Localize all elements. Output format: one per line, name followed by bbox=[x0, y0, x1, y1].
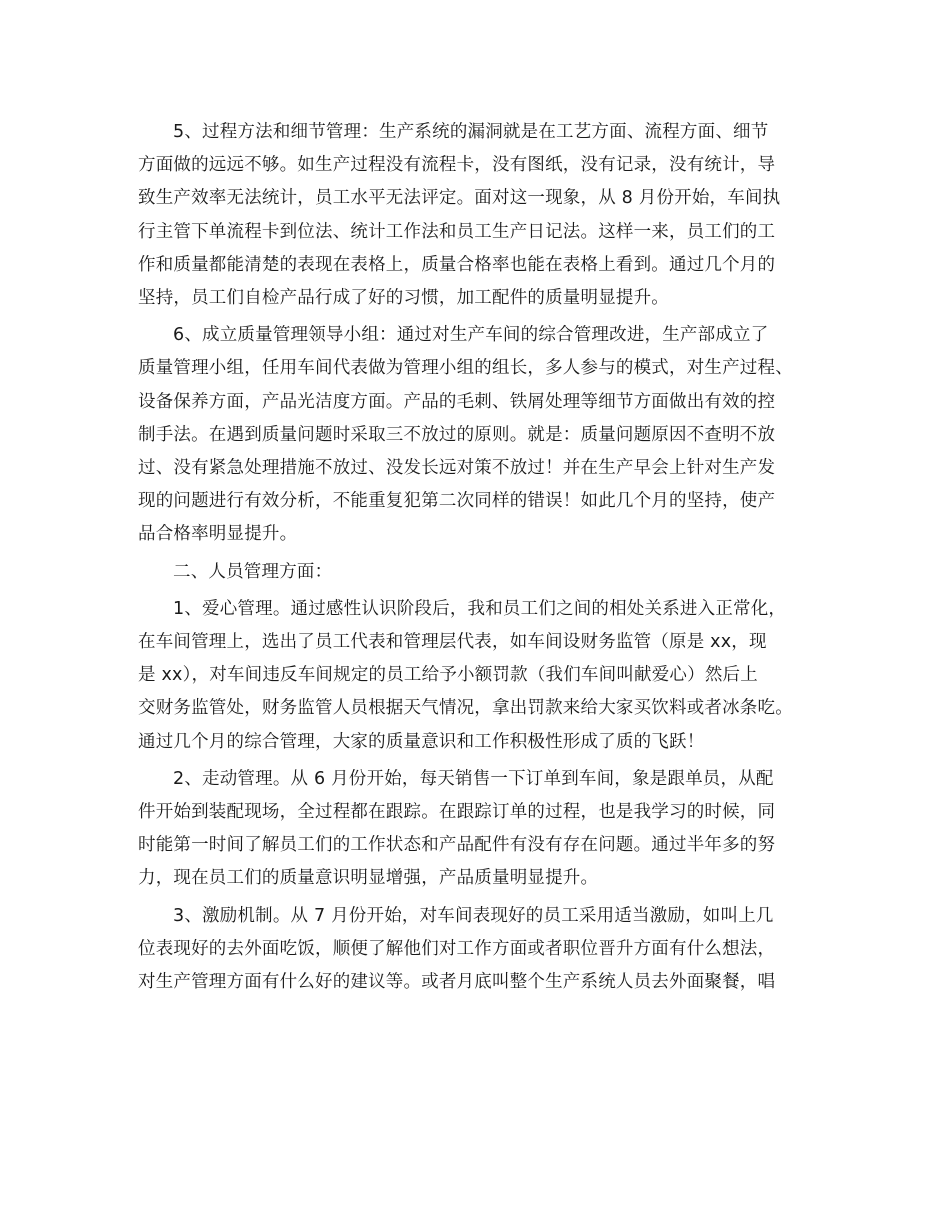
text-line: 品合格率明显提升。 bbox=[138, 524, 298, 545]
document-body bbox=[138, 116, 810, 1003]
paragraph-walk-management bbox=[138, 763, 810, 896]
text-line: 作和质量都能清楚的表现在表格上，质量合格率也能在表格上看到。通过几个月的 bbox=[138, 254, 776, 275]
text-line: 在车间管理上，选出了员工代表和管理层代表，如车间设财务监管（原是 xx，现 bbox=[138, 632, 767, 653]
text-line: 2、走动管理。从 6 月份开始，每天销售一下订单到车间，象是跟单员，从配 bbox=[173, 768, 774, 789]
text-line: 力，现在员工们的质量意识明显增强，产品质量明显提升。 bbox=[138, 868, 599, 889]
text-line: 设备保养方面，产品光洁度方面。产品的毛刺、铁屑处理等细节方面做出有效的控 bbox=[138, 391, 776, 412]
text-line: 通过几个月的综合管理，大家的质量意识和工作积极性形成了质的飞跃！ bbox=[138, 731, 705, 752]
paragraph-incentive-mechanism bbox=[138, 900, 810, 1000]
text-line: 过、没有紧急处理措施不放过、没发长远对策不放过！并在生产早会上针对生产发 bbox=[138, 458, 776, 479]
text-line: 行主管下单流程卡到位法、统计工作法和员工生产日记法。这样一来，员工们的工 bbox=[138, 221, 776, 242]
text-line: 交财务监管处，财务监管人员根据天气情况，拿出罚款来给大家买饮料或者冰条吃。 bbox=[138, 698, 793, 719]
text-line: 3、激励机制。从 7 月份开始，对车间表现好的员工采用适当激励，如叫上几 bbox=[173, 905, 774, 926]
text-line: 5、过程方法和细节管理：生产系统的漏洞就是在工艺方面、流程方面、细节 bbox=[173, 122, 769, 142]
text-line: 是 xx），对车间违反车间规定的员工给予小额罚款（我们车间叫献爱心）然后上 bbox=[138, 665, 758, 686]
text-line: 时能第一时间了解员工们的工作状态和产品配件有没有存在问题。通过半年多的努 bbox=[138, 835, 776, 856]
text-line: 件开始到装配现场，全过程都在跟踪。在跟踪订单的过程，也是我学习的时候，同 bbox=[138, 802, 776, 823]
text-line: 位表现好的去外面吃饭，顺便了解他们对工作方面或者职位晋升方面有什么想法， bbox=[138, 938, 776, 959]
text-line: 对生产管理方面有什么好的建议等。或者月底叫整个生产系统人员去外面聚餐，唱 bbox=[138, 972, 776, 993]
text-line: 制手法。在遇到质量问题时采取三不放过的原则。就是：质量问题原因不查明不放 bbox=[138, 424, 776, 445]
text-line: 坚持，员工们自检产品行成了好的习惯，加工配件的质量明显提升。 bbox=[138, 288, 669, 309]
paragraph-quality-group bbox=[138, 319, 810, 551]
text-line: 6、成立质量管理领导小组：通过对生产车间的综合管理改进，生产部成立了 bbox=[173, 325, 769, 346]
text-line: 质量管理小组，任用车间代表做为管理小组的组长，多人参与的模式，对生产过程、 bbox=[138, 358, 793, 379]
paragraph-care-management bbox=[138, 593, 810, 759]
text-line: 致生产效率无法统计，员工水平无法评定。面对这一现象，从 8 月份开始，车间执 bbox=[138, 188, 781, 209]
text-line: 现的问题进行有效分析，不能重复犯第二次同样的错误！如此几个月的坚持，使产 bbox=[138, 491, 776, 512]
section-heading-personnel bbox=[138, 556, 810, 589]
text-line: 方面做的远远不够。如生产过程没有流程卡，没有图纸，没有记录，没有统计，导 bbox=[138, 155, 776, 176]
section-heading-text: 二、人员管理方面： bbox=[173, 561, 333, 582]
paragraph-process-management bbox=[138, 116, 810, 315]
text-line: 1、爱心管理。通过感性认识阶段后，我和员工们之间的相处关系进入正常化， bbox=[173, 598, 787, 619]
